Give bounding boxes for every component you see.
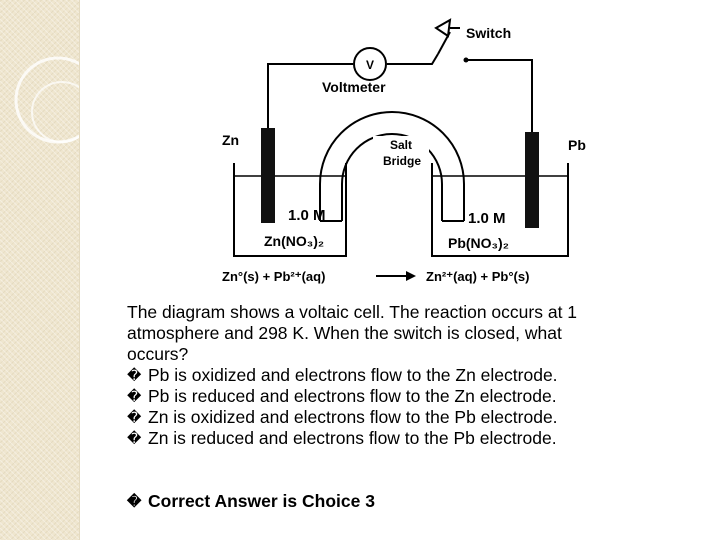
checkbox-icon: � bbox=[127, 409, 142, 425]
checkbox-icon: � bbox=[127, 430, 142, 446]
switch-contact bbox=[464, 58, 469, 63]
switch-icon bbox=[436, 20, 460, 54]
choice-text: Zn is reduced and electrons flow to the Pb electrode. bbox=[148, 428, 557, 448]
decorative-circles bbox=[0, 0, 79, 540]
zn-electrode bbox=[261, 128, 275, 223]
question-line: occurs? bbox=[127, 344, 189, 364]
question-line: The diagram shows a voltaic cell. The reaction occurs at 1 bbox=[127, 302, 578, 322]
checkbox-icon: � bbox=[127, 493, 142, 509]
right-solution: Pb(NO₃)₂ bbox=[448, 235, 509, 251]
circuit-wires bbox=[268, 54, 532, 140]
salt-bridge-label-line2: Bridge bbox=[382, 154, 422, 168]
pb-electrode-label: Pb bbox=[568, 137, 586, 153]
salt-bridge-label-line1: Salt bbox=[389, 138, 413, 152]
voltmeter-symbol: V bbox=[365, 58, 375, 72]
choice-1[interactable] bbox=[127, 365, 712, 386]
right-concentration: 1.0 M bbox=[468, 210, 506, 227]
equation-products: Zn²⁺(aq) + Pb°(s) bbox=[426, 269, 530, 284]
question-text bbox=[127, 302, 712, 449]
equation-reactants: Zn°(s) + Pb²⁺(aq) bbox=[222, 269, 326, 284]
question-line: atmosphere and 298 K. When the switch is closed, what bbox=[127, 323, 562, 343]
choice-text: Pb is oxidized and electrons flow to the Zn electrode. bbox=[148, 365, 558, 385]
checkbox-icon: � bbox=[127, 388, 142, 404]
switch-label: Switch bbox=[466, 25, 512, 41]
correct-answer bbox=[127, 491, 375, 512]
choice-text: Pb is reduced and electrons flow to the Zn electrode. bbox=[148, 386, 557, 406]
choice-2[interactable] bbox=[127, 386, 712, 407]
left-concentration: 1.0 M bbox=[288, 207, 326, 224]
left-solution: Zn(NO₃)₂ bbox=[264, 233, 325, 249]
voltaic-cell-diagram bbox=[210, 8, 610, 293]
answer-text: Correct Answer is Choice 3 bbox=[148, 491, 375, 511]
reaction-arrow-icon bbox=[376, 271, 416, 281]
choice-3[interactable] bbox=[127, 407, 712, 428]
pb-electrode bbox=[525, 132, 539, 228]
checkbox-icon: � bbox=[127, 367, 142, 383]
choice-4[interactable] bbox=[127, 428, 712, 449]
choice-text: Zn is oxidized and electrons flow to the Pb electrode. bbox=[148, 407, 558, 427]
decorative-side-strip bbox=[0, 0, 80, 540]
voltmeter-label: Voltmeter bbox=[322, 79, 386, 95]
zn-electrode-label: Zn bbox=[222, 132, 240, 148]
